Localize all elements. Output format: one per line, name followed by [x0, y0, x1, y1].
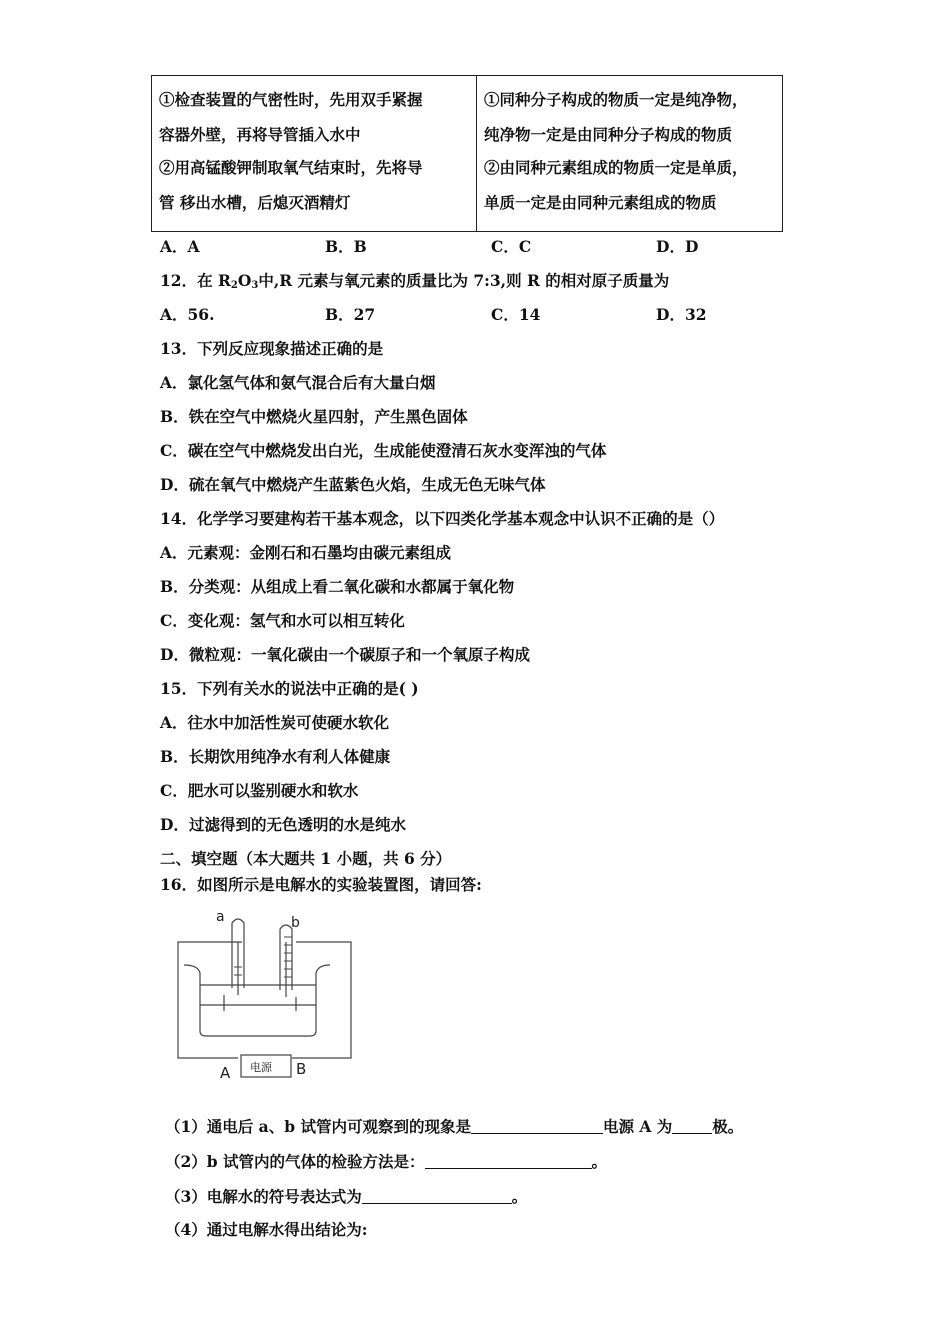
tube-b-graduations [284, 937, 292, 977]
electrode-leads [224, 995, 296, 1011]
choice-d: D．D [656, 237, 699, 256]
q16-p3-end: 。 [511, 1187, 528, 1206]
q12-rest: 中,R 元素与氧元素的质量比为 7:3,则 R 的相对原子质量为 [258, 271, 670, 290]
q12-sub1: 2 [230, 280, 238, 291]
table-left-line: 管 移出水槽，后熄灭酒精灯 [159, 193, 351, 212]
choice-c: C．14 [491, 305, 541, 324]
label-A: A [220, 1064, 231, 1082]
q12-prefix: 12．在 R [160, 271, 231, 290]
choice-a: A．56. [160, 305, 215, 324]
choice-d: D．32 [656, 305, 707, 324]
q14-option-b: B．分类观：从组成上看二氧化碳和水都属于氧化物 [160, 577, 515, 596]
table-right-line: ①同种分子构成的物质一定是纯净物， [484, 90, 748, 109]
q16-p2-text: （2）b 试管内的气体的检验方法是： [165, 1152, 425, 1171]
q12-o: O [237, 271, 252, 290]
q16-p1-text: （1）通电后 a、b 试管内可观察到的现象是 [165, 1117, 471, 1136]
wire-right [292, 942, 351, 1058]
q16-p1-text-c: 极。 [712, 1117, 744, 1136]
q16-p2-end: 。 [591, 1152, 608, 1171]
table-left-cell [152, 76, 477, 232]
section-heading: 二、填空题（本大题共 1 小题，共 6 分） [160, 849, 452, 868]
q16-part-3 [165, 1185, 527, 1207]
q15-stem: 15．下列有关水的说法中正确的是( ) [160, 679, 419, 698]
q16-part-2 [165, 1150, 607, 1172]
q12-sub2: 3 [251, 280, 259, 291]
q13-option-d: D．硫在氧气中燃烧产生蓝紫色火焰，生成无色无味气体 [160, 475, 546, 494]
label-a: a [216, 909, 225, 925]
choice-c: C．C [491, 237, 532, 256]
answer-blank-4[interactable] [362, 1188, 512, 1204]
beaker [184, 965, 330, 1036]
q15-option-d: D．过滤得到的无色透明的水是纯水 [160, 815, 406, 834]
q16-p1-text-b: 电源 A 为 [602, 1117, 673, 1136]
q14-option-c: C．变化观：氢气和水可以相互转化 [160, 611, 405, 630]
table-right-cell [477, 76, 783, 232]
table-right-line: ②由同种元素组成的物质一定是单质， [484, 158, 748, 177]
q16-part-1 [165, 1115, 743, 1137]
q14-option-a: A．元素观：金刚石和石墨均由碳元素组成 [160, 543, 452, 562]
q16-p3-text: （3）电解水的符号表达式为 [165, 1187, 362, 1206]
q13-stem: 13．下列反应现象描述正确的是 [160, 339, 384, 358]
q14-stem: 14．化学学习要建构若干基本观念，以下四类化学基本观念中认识不正确的是（） [160, 509, 725, 528]
q13-option-b: B．铁在空气中燃烧火星四射，产生黑色固体 [160, 407, 468, 426]
q13-option-a: A．氯化氢气体和氨气混合后有大量白烟 [160, 373, 436, 392]
options-table [151, 75, 783, 232]
q15-option-a: A．往水中加活性炭可使硬水软化 [160, 713, 390, 732]
power-label: 电源 [250, 1061, 272, 1074]
electrolysis-diagram [170, 905, 360, 1085]
choice-b: B．27 [325, 305, 376, 324]
q16-part-4: （4）通过电解水得出结论为: [165, 1220, 368, 1239]
table-right-line: 单质一定是由同种元素组成的物质 [484, 193, 717, 212]
q12-stem [160, 269, 669, 291]
q14-option-d: D．微粒观：一氧化碳由一个碳原子和一个氧原子构成 [160, 645, 530, 664]
q13-option-c: C．碳在空气中燃烧发出白光，生成能使澄清石灰水变浑浊的气体 [160, 441, 607, 460]
answer-blank-3[interactable] [425, 1153, 592, 1169]
table-left-line: 容器外壁，再将导管插入水中 [159, 125, 361, 144]
answer-blank-2[interactable] [672, 1118, 712, 1134]
q15-option-c: C．肥水可以鉴别硬水和软水 [160, 781, 359, 800]
table-right-line: 纯净物一定是由同种分子构成的物质 [484, 125, 733, 144]
q15-option-b: B．长期饮用纯净水有利人体健康 [160, 747, 391, 766]
choice-b: B．B [325, 237, 367, 256]
answer-blank-1[interactable] [471, 1118, 603, 1134]
label-b: b [291, 915, 300, 931]
table-left-line: ②用高锰酸钾制取氧气结束时，先将导 [159, 158, 423, 177]
table-left-line: ①检查装置的气密性时，先用双手紧握 [159, 90, 423, 109]
label-B: B [296, 1060, 307, 1078]
q16-stem: 16．如图所示是电解水的实验装置图，请回答: [160, 875, 482, 894]
choice-a: A．A [160, 237, 200, 256]
